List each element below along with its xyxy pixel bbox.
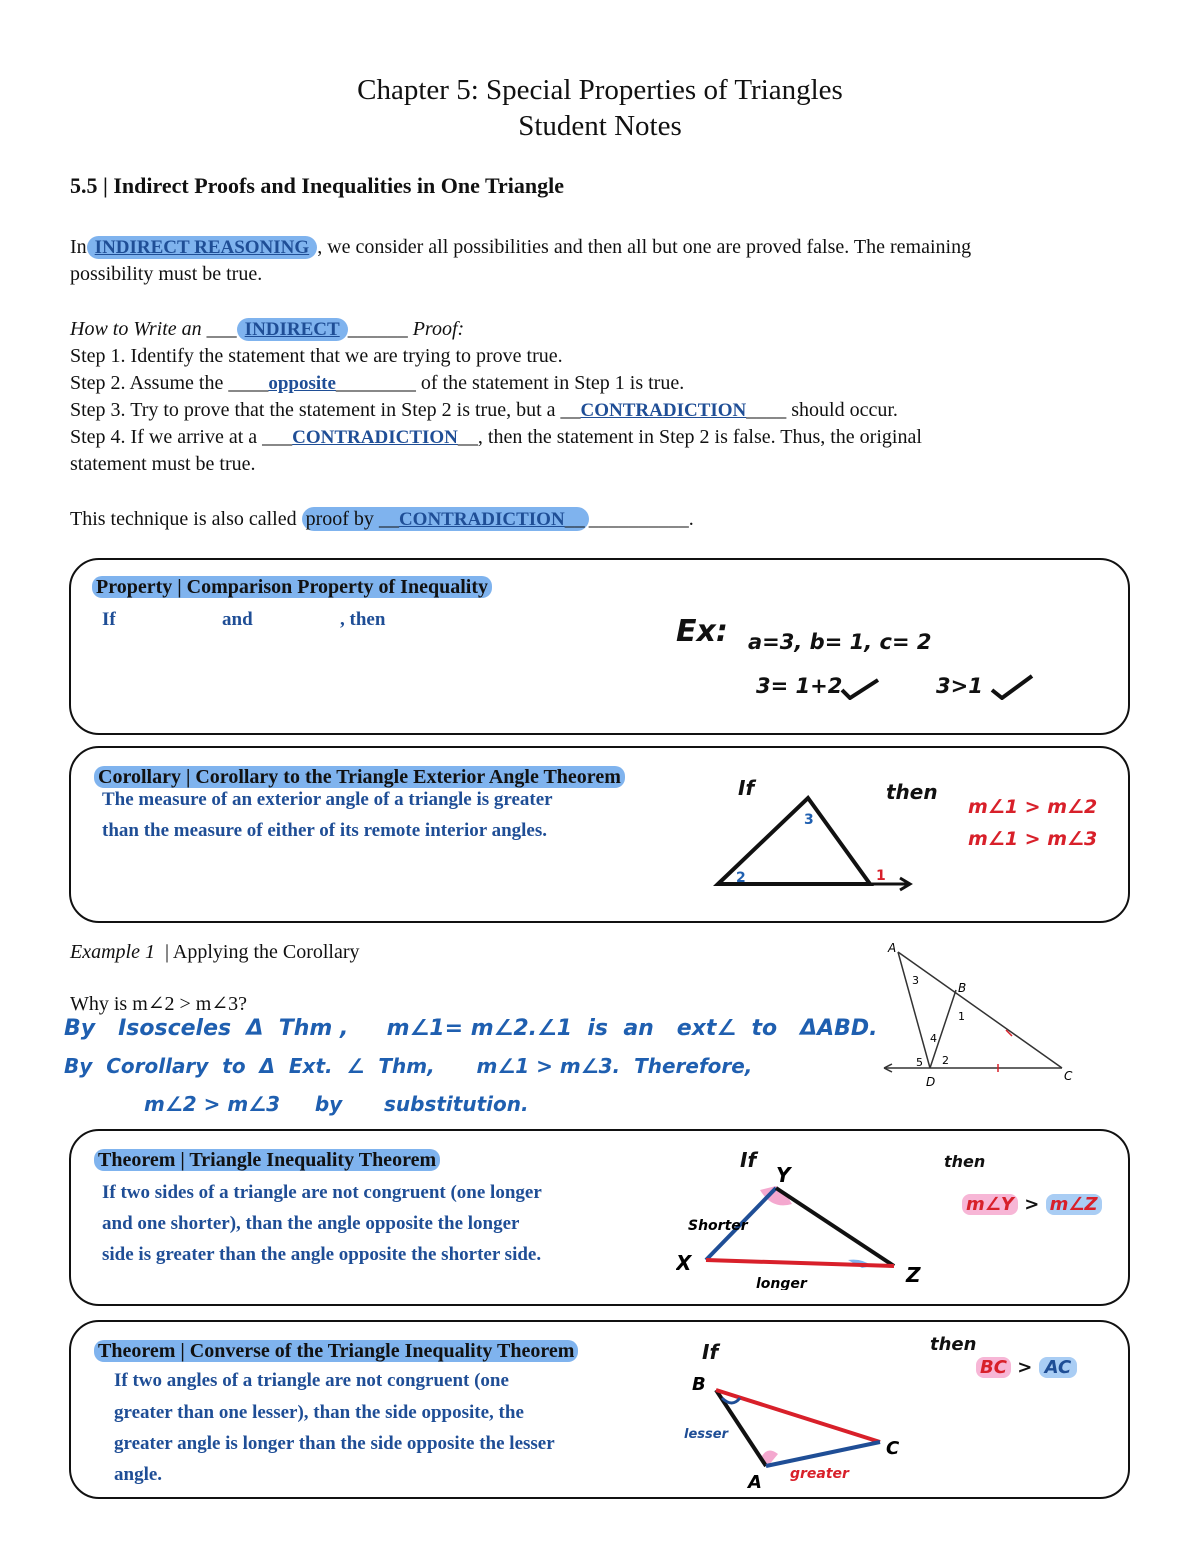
corollary-result-1: m∠1 > m∠2 — [968, 796, 1098, 818]
example-1-answer-2: By Corollary to Δ Ext. ∠ Thm, m∠1 > m∠3. Therefore, — [64, 1054, 753, 1078]
converse-text-4: angle. — [114, 1464, 163, 1485]
triangle-inequality-if: If — [740, 1148, 757, 1172]
vertex-z: Z — [906, 1263, 921, 1287]
triangle-inequality-then: then — [944, 1152, 986, 1171]
exterior-angle-triangle — [700, 786, 920, 896]
corollary-then: then — [886, 780, 938, 804]
technique-pre: This technique is also called — [70, 508, 297, 530]
intro-paragraph — [70, 234, 1140, 288]
converse-text-1: If two angles of a triangle are not congruent (one — [114, 1370, 509, 1391]
lesser-label: lesser — [684, 1427, 728, 1442]
point-c: C — [1064, 1069, 1073, 1083]
triangle-inequality-text-1: If two sides of a triangle are not congruent (one longer — [102, 1182, 542, 1203]
example-line-1: a=3, b= 1, c= 2 — [748, 630, 932, 654]
intro-text1: , we consider all possibilities and then all but one are proved false. The remaining — [317, 236, 972, 258]
angle-1-label: 1 — [958, 1010, 965, 1023]
step-4-post: , then the statement in Step 2 is false. Thus, the original — [477, 426, 922, 448]
example-1-answer-1: By Isosceles Δ Thm , m∠1= m∠2.∠1 is an ext∠ to ΔABD. — [64, 1016, 878, 1041]
point-a: A — [888, 941, 897, 955]
page-subtitle: Student Notes — [518, 110, 682, 142]
corollary-if: If — [738, 776, 755, 800]
angle-3-label: 3 — [912, 974, 919, 987]
checkmark-icon — [840, 676, 880, 700]
longer-label: longer — [756, 1276, 807, 1290]
converse-title: Theorem | Converse of the Triangle Inequality Theorem — [94, 1340, 578, 1363]
howto-tail: Proof: — [412, 318, 465, 340]
step-4-pre: Step 4. If we arrive at a — [70, 426, 258, 448]
converse-text-2: greater than one lesser), than the side opposite, the — [114, 1402, 524, 1423]
angle-label-1: 1 — [876, 868, 886, 884]
converse-result: BC > AC — [976, 1357, 1077, 1378]
vertex-a: A — [748, 1472, 762, 1493]
greater-label: greater — [790, 1466, 849, 1482]
vertex-c: C — [886, 1438, 900, 1459]
technique-fill: CONTRADICTION — [398, 509, 565, 530]
property-title: Property | Comparison Property of Inequality — [92, 576, 492, 599]
point-d: D — [926, 1075, 936, 1089]
example-1-label: Example 1 — [70, 941, 155, 963]
step-4-fill: CONTRADICTION — [292, 427, 458, 448]
intro-fill: INDIRECT REASONING — [87, 236, 318, 259]
howto-fill: INDIRECT — [237, 318, 348, 341]
angle-label-3: 3 — [804, 812, 814, 828]
corollary-title: Corollary | Corollary to the Triangle Exterior Angle Theorem — [94, 766, 625, 789]
angle-label-2: 2 — [736, 870, 746, 886]
converse-then: then — [930, 1334, 977, 1355]
example-label: Ex: — [676, 614, 728, 649]
step-4-line2: statement must be true. — [70, 453, 256, 475]
step-2-pre: Step 2. Assume the — [70, 372, 224, 394]
vertex-y: Y — [776, 1163, 791, 1187]
shorter-label: Shorter — [688, 1218, 748, 1234]
section-heading: 5.5 | Indirect Proofs and Inequalities in One Triangle — [70, 173, 564, 198]
property-then: , then — [340, 609, 386, 630]
step-1: Step 1. Identify the statement that we are trying to prove true. — [70, 345, 563, 367]
step-3-post: should occur. — [791, 399, 898, 421]
example-1-title: | Applying the Corollary — [164, 941, 360, 963]
example-line-2b: 3>1 — [936, 674, 983, 698]
intro-text2: possibility must be true. — [70, 263, 263, 285]
example-line-2a: 3= 1+2 — [756, 674, 843, 698]
page-title: Chapter 5: Special Properties of Triangles — [357, 74, 843, 106]
property-if: If — [102, 609, 116, 630]
step-2-fill: opposite — [268, 373, 336, 394]
example-1-answer-3: m∠2 > m∠3 by substitution. — [144, 1092, 529, 1116]
angle-2-label: 2 — [942, 1054, 949, 1067]
triangle-inequality-result: m∠Y > m∠Z — [962, 1194, 1102, 1215]
triangle-inequality-text-3: side is greater than the angle opposite the shorter side. — [102, 1244, 542, 1265]
example-1-heading — [70, 939, 360, 966]
step-3-fill: CONTRADICTION — [580, 400, 747, 421]
vertex-x: X — [676, 1251, 692, 1275]
technique-hl: proof by __CONTRADICTION__ — [302, 507, 589, 531]
triangle-xyz — [676, 1160, 936, 1290]
angle-5-label: 5 — [916, 1056, 923, 1069]
angle-4-label: 4 — [930, 1032, 937, 1045]
checkmark-icon — [990, 672, 1034, 700]
step-3-pre: Step 3. Try to prove that the statement in Step 2 is true, but a — [70, 399, 556, 421]
example-1-figure — [870, 938, 1080, 1090]
converse-if: If — [702, 1340, 719, 1364]
point-b: B — [958, 981, 967, 995]
howto-block: How to Write an ___ INDIRECT ______ Proof: Step 1. Identify the statement that we are trying to prove true. Step 2. Assume the ____opposite________ of the statement in Step 1 is true. Step 3. Try to prove that the statement in Step 2 is true, but a __CONTRADICTION____ should occur. Step 4. If we arrive at a ___CONTRADICTION__, then the statement in Step 2 is false. Thus, the original statement must be true. — [70, 316, 1150, 478]
corollary-result-2: m∠1 > m∠3 — [968, 828, 1098, 850]
technique-post: . — [688, 508, 694, 530]
technique-line: This technique is also called proof by __CONTRADICTION__ __________. — [70, 508, 694, 530]
triangle-inequality-text-2: and one shorter), than the angle opposite the longer — [102, 1213, 520, 1234]
corollary-text-1: The measure of an exterior angle of a triangle is greater — [102, 789, 553, 810]
property-and: and — [222, 609, 253, 630]
example-1-question: Why is m∠2 > m∠3? — [70, 993, 248, 1015]
triangle-abc — [680, 1376, 910, 1494]
vertex-b: B — [692, 1376, 706, 1395]
corollary-text-2: than the measure of either of its remote interior angles. — [102, 820, 548, 841]
intro-prefix: In — [70, 236, 87, 258]
step-2-post: of the statement in Step 1 is true. — [420, 372, 685, 394]
triangle-inequality-title: Theorem | Triangle Inequality Theorem — [94, 1149, 440, 1172]
converse-text-3: greater angle is longer than the side opposite the lesser — [114, 1433, 555, 1454]
howto-lead: How to Write an — [70, 318, 202, 340]
